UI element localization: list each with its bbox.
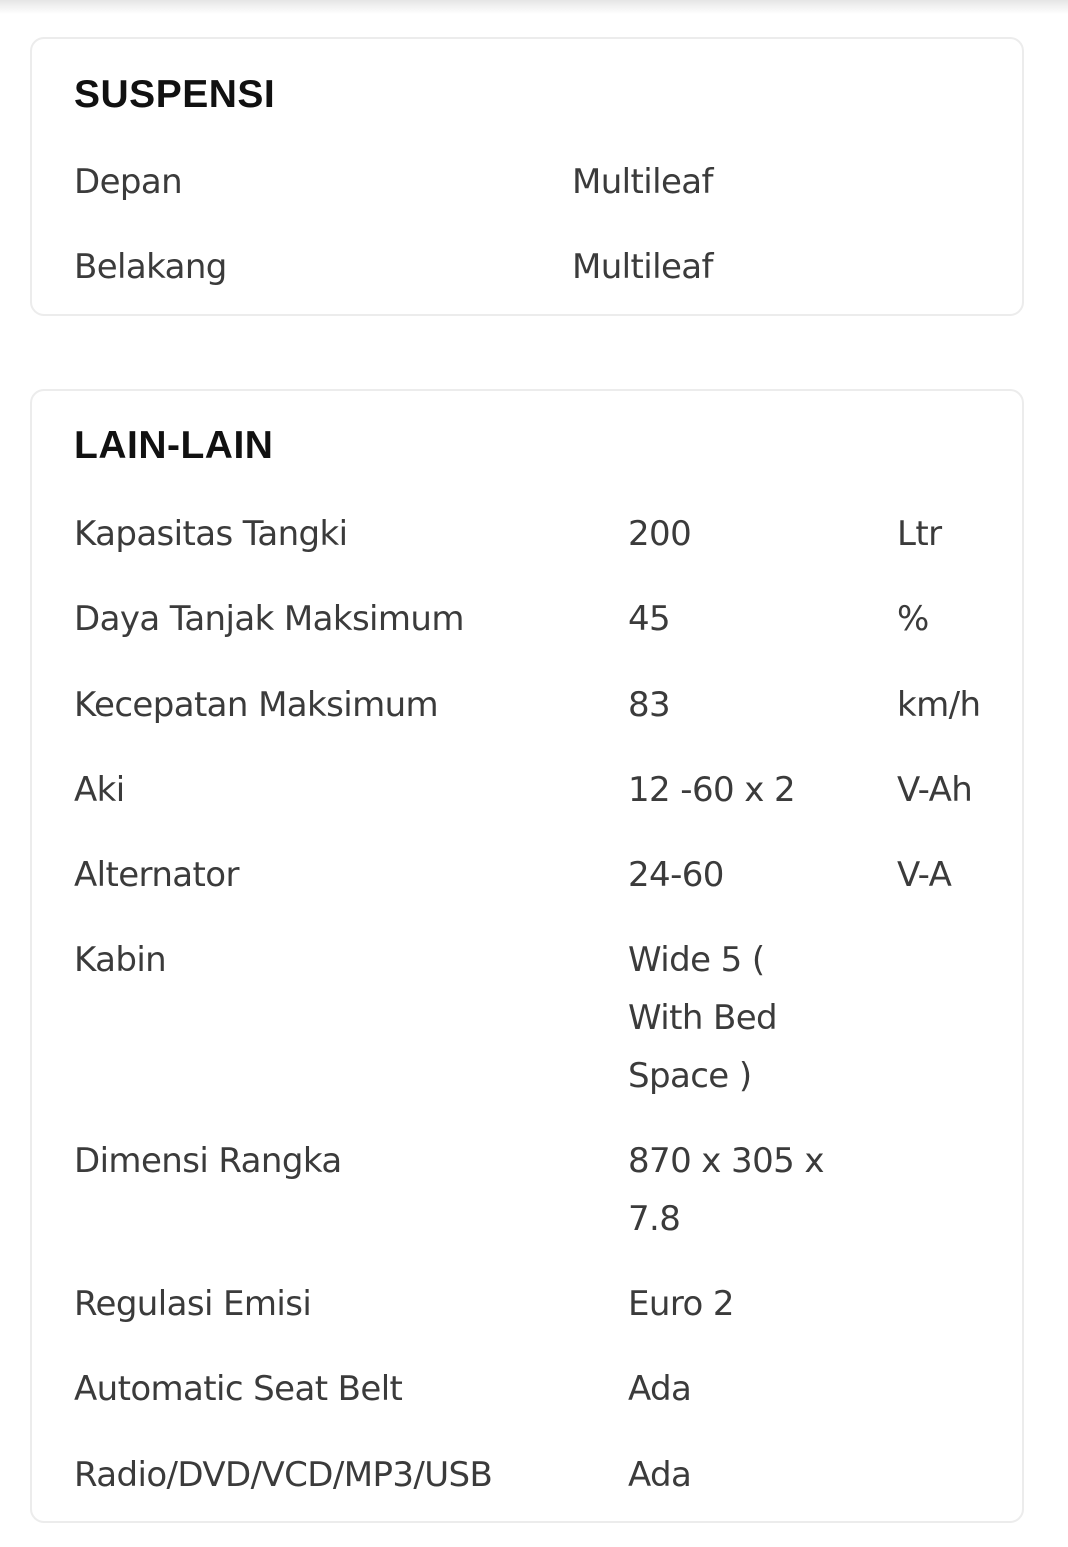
spec-label: Regulasi Emisi: [74, 1284, 312, 1324]
spec-unit: V-Ah: [897, 770, 973, 810]
spec-value: 870 x 305 x 7.8: [628, 1141, 824, 1239]
spec-label: Automatic Seat Belt: [74, 1369, 403, 1409]
spec-label: Kabin: [74, 940, 167, 980]
section-title-suspensi: SUSPENSI: [74, 73, 276, 116]
spec-card-lain-lain: [30, 389, 1024, 1523]
spec-value: 45: [628, 599, 671, 639]
spec-label: Kecepatan Maksimum: [74, 685, 439, 725]
header-shadow: [0, 0, 1068, 14]
spec-label: Depan: [74, 162, 183, 202]
spec-card-suspensi: [30, 37, 1024, 316]
section-title-lain-lain: LAIN-LAIN: [74, 424, 274, 467]
spec-value: Ada: [628, 1369, 692, 1409]
spec-value: Wide 5 ( With Bed Space ): [628, 940, 778, 1096]
spec-label: Radio/DVD/VCD/MP3/USB: [74, 1455, 493, 1495]
spec-unit: km/h: [897, 685, 981, 725]
spec-value: Ada: [628, 1455, 692, 1495]
spec-label: Daya Tanjak Maksimum: [74, 599, 464, 639]
spec-label: Alternator: [74, 855, 239, 895]
spec-value: Multileaf: [572, 162, 713, 202]
spec-value: 24-60: [628, 855, 724, 895]
spec-unit: %: [897, 599, 929, 639]
spec-label: Aki: [74, 770, 125, 810]
spec-unit: Ltr: [897, 514, 942, 554]
spec-value: Euro 2: [628, 1284, 734, 1324]
spec-value: 83: [628, 685, 671, 725]
spec-label: Kapasitas Tangki: [74, 514, 348, 554]
spec-value: 200: [628, 514, 692, 554]
spec-label: Dimensi Rangka: [74, 1141, 342, 1181]
spec-unit: V-A: [897, 855, 952, 895]
spec-value: Multileaf: [572, 247, 713, 287]
spec-label: Belakang: [74, 247, 227, 287]
spec-value: 12 -60 x 2: [628, 770, 795, 810]
